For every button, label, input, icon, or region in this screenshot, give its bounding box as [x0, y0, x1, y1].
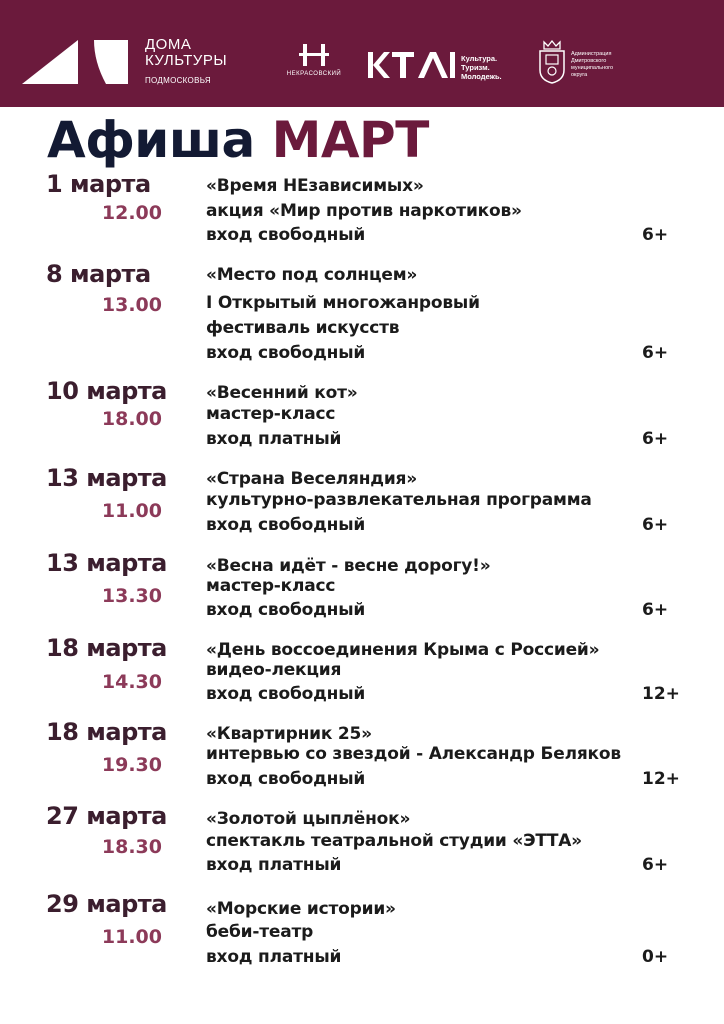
event-title: «Золотой цыплёнок»	[206, 809, 411, 829]
event-date: 1 марта	[46, 170, 151, 198]
event-entry: вход платный	[206, 855, 342, 875]
brand-line2: КУЛЬТУРЫ	[145, 52, 228, 69]
nekrasovsky-logo	[284, 44, 344, 77]
kts-tagline	[461, 54, 502, 81]
event-time: 12.00	[101, 202, 162, 224]
event-description: акция «Мир против наркотиков»	[206, 201, 522, 221]
kts-line2: Туризм.	[461, 63, 490, 72]
event-date: 29 марта	[46, 890, 167, 918]
page-title	[47, 110, 429, 170]
event-description: мастер-класс	[206, 576, 336, 596]
event-entry: вход платный	[206, 429, 342, 449]
kts-line3: Молодежь.	[461, 72, 502, 81]
admin-line2: Дмитровского	[571, 58, 607, 64]
event-title: «Морские истории»	[206, 899, 396, 919]
admin-line1: Администрация	[571, 51, 612, 57]
event-description: беби-театр	[206, 922, 314, 942]
event-entry: вход свободный	[206, 769, 366, 789]
event-description: спектакль театральной студии «ЭТТА»	[206, 831, 582, 851]
title-month: МАРТ	[271, 111, 429, 169]
event-date: 13 марта	[46, 464, 167, 492]
event-age-rating: 0+	[642, 947, 669, 967]
admin-line4: округа	[571, 72, 588, 78]
event-description: мастер-класс	[206, 404, 336, 424]
doma-kultury-wordmark	[145, 37, 227, 89]
event-date: 10 марта	[46, 377, 167, 405]
event-time: 14.30	[101, 671, 162, 693]
event-age-rating: 6+	[642, 855, 669, 875]
event-description: I Открытый многожанровый	[206, 293, 480, 313]
event-time: 13.30	[101, 585, 162, 607]
event-entry: вход свободный	[206, 600, 366, 620]
doma-kultury-logo-icon	[22, 36, 132, 86]
event-time: 11.00	[101, 926, 162, 948]
event-title: «День воссоединения Крыма с Россией»	[206, 640, 600, 660]
event-description: интервью со звездой - Александр Беляков	[206, 744, 621, 764]
event-age-rating: 12+	[642, 769, 680, 789]
brand-sub: ПОДМОСКОВЬЯ	[145, 76, 211, 85]
header-banner	[0, 0, 724, 107]
event-description-2: фестиваль искусств	[206, 318, 400, 338]
event-time: 19.30	[101, 754, 162, 776]
event-date: 18 марта	[46, 634, 167, 662]
event-entry: вход свободный	[206, 343, 366, 363]
event-title: «Место под солнцем»	[206, 265, 418, 285]
event-title: «Квартирник 25»	[206, 724, 372, 744]
event-description: культурно-развлекательная программа	[206, 490, 592, 510]
nekrasovsky-emblem-icon	[297, 44, 331, 66]
event-age-rating: 6+	[642, 343, 669, 363]
dmitrov-coat-of-arms-icon	[536, 40, 568, 84]
event-age-rating: 6+	[642, 225, 669, 245]
admin-label	[571, 51, 631, 79]
nekrasovsky-label: НЕКРАСОВСКИЙ	[286, 71, 342, 77]
event-date: 18 марта	[46, 718, 167, 746]
kts-line1: Культура.	[461, 54, 498, 63]
event-title: «Весенний кот»	[206, 383, 358, 403]
kts-logo-icon	[368, 52, 456, 78]
event-time: 18.00	[101, 408, 162, 430]
admin-line3: муниципального	[571, 65, 614, 71]
event-entry: вход свободный	[206, 684, 366, 704]
event-age-rating: 6+	[642, 600, 669, 620]
event-time: 11.00	[101, 500, 162, 522]
title-afisha: Афиша	[47, 111, 255, 169]
brand-line1: ДОМА	[145, 36, 192, 53]
event-date: 8 марта	[46, 260, 151, 288]
event-entry: вход свободный	[206, 225, 366, 245]
event-time: 13.00	[101, 294, 162, 316]
event-date: 27 марта	[46, 802, 167, 830]
event-title: «Страна Веселяндия»	[206, 469, 418, 489]
event-title: «Время НЕзависимых»	[206, 176, 424, 196]
event-title: «Весна идёт - весне дорогу!»	[206, 556, 491, 576]
event-date: 13 марта	[46, 549, 167, 577]
event-age-rating: 6+	[642, 515, 669, 535]
event-description: видео-лекция	[206, 660, 342, 680]
event-time: 18.30	[101, 836, 162, 858]
event-age-rating: 12+	[642, 684, 680, 704]
event-entry: вход свободный	[206, 515, 366, 535]
event-age-rating: 6+	[642, 429, 669, 449]
event-entry: вход платный	[206, 947, 342, 967]
